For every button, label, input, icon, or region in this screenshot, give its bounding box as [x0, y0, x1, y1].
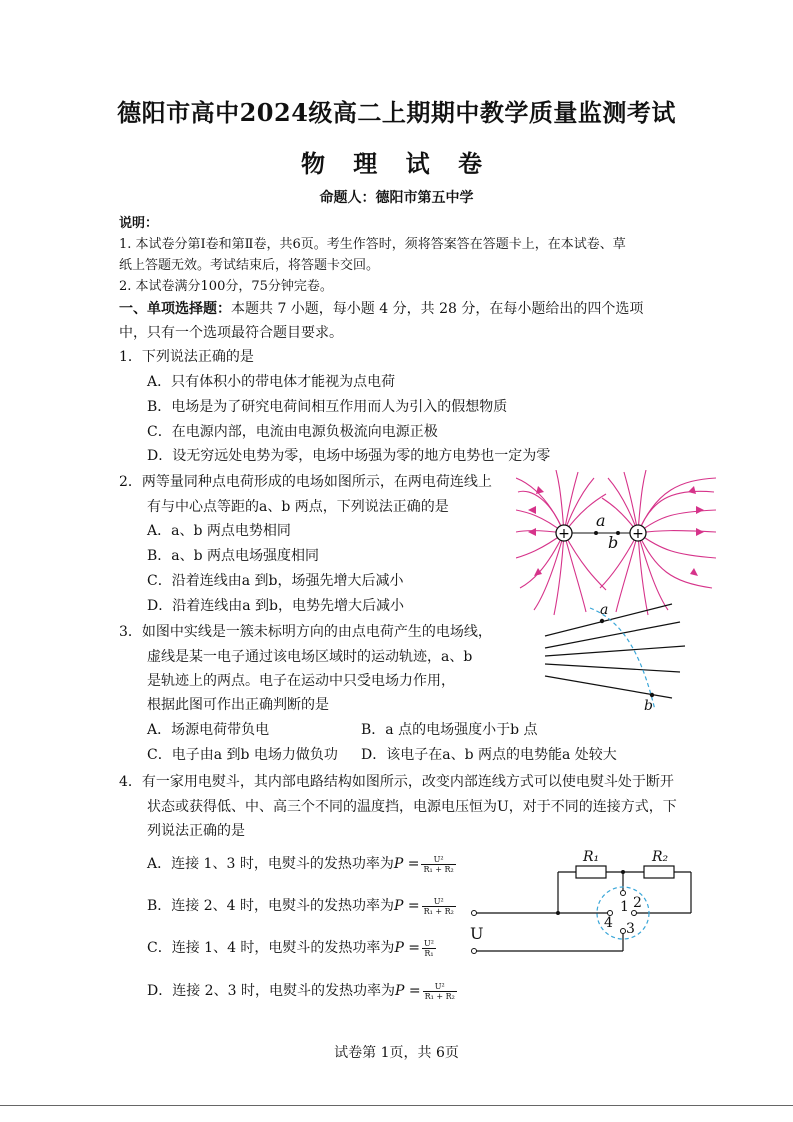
q4-option-d-num: U²: [423, 982, 457, 992]
q4-option-c-fraction: [422, 939, 436, 958]
q4-terminal-1: 1: [620, 899, 629, 915]
q4-option-c: [147, 937, 436, 958]
q4-option-b-den: R₁ + R₂: [423, 906, 454, 916]
q2-label-b: b: [608, 533, 619, 552]
q3-option-d: D．该电子在a、b 两点的电势能a 处较大: [361, 747, 617, 763]
q3-option-c: C．电子由a 到b 电场力做负功: [147, 747, 338, 763]
q3-stem-a: 3．如图中实线是一簇未标明方向的由点电荷产生的电场线，: [119, 624, 492, 640]
q4-stem-c: 列说法正确的是: [147, 823, 245, 839]
q3-stem-d: 根据此图可作出正确判断的是: [147, 697, 329, 713]
q1-option-a: A．只有体积小的带电体才能视为点电荷: [147, 374, 396, 390]
q1-option-c: C．在电源内部，电流由电源负极流向电源正极: [147, 424, 438, 440]
q3-point-b: [650, 693, 654, 697]
q4-circuit-wires: [476, 872, 691, 951]
q4-label-r1: R₁: [583, 849, 600, 865]
notes-line-2: 2. 本试卷满分100分，75分钟完卷。: [119, 279, 333, 294]
section-1-desc-b: 中，只有一个选项最符合题目要求。: [119, 325, 343, 341]
q4-stem-b: 状态或获得低、中、高三个不同的温度挡，电源电压恒为U，对于不同的连接方式，下: [147, 799, 677, 815]
q4-option-d-p: P =: [394, 983, 421, 999]
q4-junction-top: [621, 870, 625, 874]
q2-option-d: D．沿着连线由a 到b，电势先增大后减小: [147, 598, 404, 614]
q3-field-figure: [540, 598, 690, 718]
q4-option-a-p: P =: [393, 856, 420, 872]
q3-option-b: B．a 点的电场强度小于b 点: [361, 722, 538, 738]
q4-option-a-text: A．连接 1、3 时，电熨斗的发热功率为: [147, 856, 394, 872]
section-1-label: 一、单项选择题：: [119, 301, 231, 317]
page-bottom-rule: [0, 1105, 793, 1106]
q4-option-b-num: U²: [422, 897, 456, 907]
notes-heading: 说明：: [119, 216, 159, 231]
q3-option-a: A．场源电荷带负电: [147, 722, 270, 738]
q4-option-c-text: C．连接 1、4 时，电熨斗的发热功率为: [147, 940, 395, 956]
q2-plus-right: +: [632, 526, 644, 542]
q2-label-a: a: [596, 511, 606, 530]
q2-charge-right: [630, 525, 646, 542]
q3-stem-b: 虚线是某一电子通过该电场区域时的运动轨迹，a、b: [147, 649, 473, 665]
q4-circuit-figure: [466, 845, 706, 960]
q4-option-c-den: R₁: [424, 948, 434, 958]
q4-junction-left: [556, 911, 560, 915]
q4-terminal-2: 2: [633, 895, 642, 911]
q2-option-c: C．沿着连线由a 到b，场强先增大后减小: [147, 573, 404, 589]
q4-resistor-r1: [576, 866, 606, 878]
q4-option-d-text: D．连接 2、3 时，电熨斗的发热功率为: [147, 983, 395, 999]
q3-stem-c: 是轨迹上的两点。电子在运动中只受电场力作用，: [147, 673, 455, 689]
q4-terminal-4: 4: [604, 915, 613, 931]
exam-subtitle: 物 理 试 卷: [300, 149, 493, 178]
exam-author: 命题人：德阳市第五中学: [319, 190, 474, 206]
q4-option-a-den: R₁ + R₂: [423, 864, 454, 874]
q4-option-b-fraction: [422, 897, 456, 916]
page-footer: 试卷第 1页，共 6页: [334, 1045, 459, 1061]
q4-option-a-fraction: [421, 855, 455, 874]
q2-plus-left: +: [558, 526, 570, 542]
q2-point-a: [594, 531, 598, 535]
q3-label-b: b: [644, 698, 653, 714]
q4-label-r2: R₂: [652, 849, 669, 865]
q4-option-d-den: R₁ + R₂: [424, 991, 455, 1001]
q4-option-c-p: P =: [394, 940, 421, 956]
q4-option-a: [147, 853, 456, 874]
notes-line-1a: 1. 本试卷分第Ⅰ卷和第Ⅱ卷，共6页。考生作答时，须将答案答在答题卡上，在本试卷、草: [119, 237, 626, 252]
section-1-intro: [119, 298, 643, 318]
q2-stem-b: 有与中心点等距的a、b 两点，下列说法正确的是: [147, 499, 449, 515]
q4-option-b-text: B．连接 2、4 时，电熨斗的发热功率为: [147, 898, 395, 914]
q2-charge-left: [556, 525, 572, 542]
q3-field-lines: [545, 604, 685, 698]
q4-stem-a: 4．有一家用电熨斗，其内部电路结构如图所示，改变内部连线方式可以使电熨斗处于断开: [119, 774, 674, 790]
q1-option-b: B．电场是为了研究电荷间相互作用而人为引入的假想物质: [147, 399, 508, 415]
q4-option-b: [147, 895, 456, 916]
q4-option-d-fraction: [423, 982, 457, 1001]
q4-resistor-r2: [644, 866, 674, 878]
q3-label-a: a: [600, 602, 609, 618]
q4-option-c-num: U²: [424, 938, 434, 948]
q1-option-d: D．设无穷远处电势为零，电场中场强为零的地方电势也一定为零: [147, 448, 551, 464]
q3-point-a: [600, 619, 604, 623]
q4-option-d: [147, 980, 457, 1001]
q4-label-u: U: [470, 924, 484, 943]
section-1-desc-a: 本题共 7 小题，每小题 4 分，共 28 分，在每小题给出的四个选项: [231, 301, 644, 317]
q4-option-a-num: U²: [421, 855, 455, 865]
q2-option-a: A．a、b 两点电势相同: [147, 523, 291, 539]
q4-terminal-3: 3: [626, 921, 635, 937]
exam-title: 德阳市高中2024级高二上期期中教学质量监测考试: [117, 98, 676, 127]
q2-option-b: B．a、b 两点电场强度相同: [147, 548, 320, 564]
q3-trajectory: [590, 608, 655, 710]
notes-line-1b: 纸上答题无效。考试结束后，将答题卡交回。: [119, 258, 380, 273]
q4-option-b-p: P =: [394, 898, 420, 914]
q1-stem: 1．下列说法正确的是: [119, 349, 254, 365]
q2-stem-a: 2．两等量同种点电荷形成的电场如图所示，在两电荷连线上: [119, 474, 492, 490]
